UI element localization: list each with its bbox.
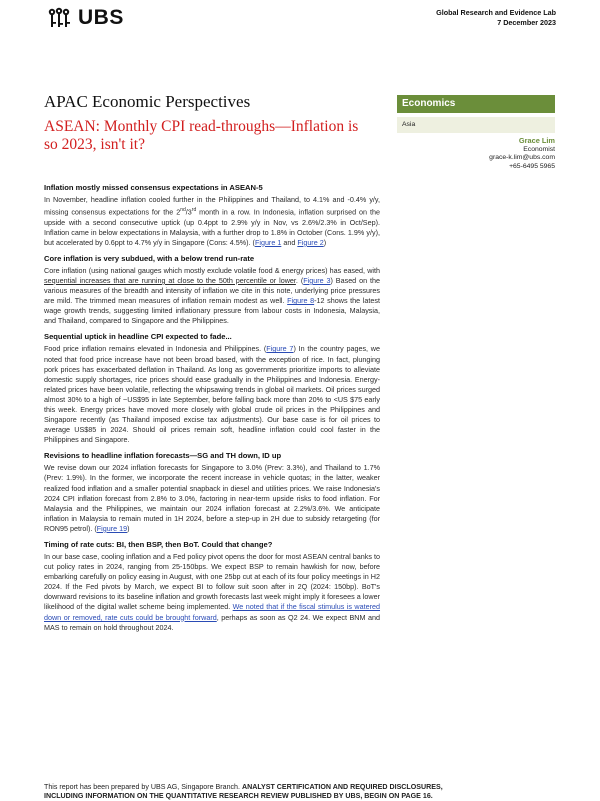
text-run: /3: [185, 207, 192, 217]
fiscal-stimulus-link[interactable]: We noted that if the fiscal stimulus is watered down or removed, rate cuts could be brought forward: [44, 602, 381, 622]
ubs-logo: [44, 6, 124, 30]
text-run: We revise down our 2024 inflation forecasts for Singapore to 3.0% (Prev: 3.3%), and Thailand to 1.7% (Prev: 1.9%). In the former, we incorporate the recent increase in vehicle quotas; in the latter, weaker realized food inflation and a smaller potential snapback in diesel and utilities prices. We raise Indonesia's 2024 CPI inflation forecast from 2.8% to 3.0%, factoring in near-term upside risks to food inflation. For Malaysia and the Philippines, we maintain our 2024 inflation forecast at 2.2%/3.6%. We anticipate inflation in Malaysia to remain muted in 1H 2024, before a step-up in 2H due to subsidy retargeting (for RON95 petrol). (: [44, 463, 380, 533]
section-heading: Inflation mostly missed consensus expectations in ASEAN-5: [44, 183, 263, 192]
superscript: rd: [191, 207, 197, 214]
figure-1-link[interactable]: Figure 1: [254, 237, 282, 247]
author-phone: +65-6495 5965: [509, 162, 555, 170]
footer-bold-text-2: INCLUDING INFORMATION ON THE QUANTITATIVE RESEARCH REVIEW PUBLISHED BY UBS, BEGIN ON PAGE 16.: [44, 792, 433, 800]
section-core-inflation: [44, 254, 380, 327]
text-run: ): [323, 237, 327, 247]
text-run: month in a row. In Indonesia, inflation surprised on the upside with a second consecutive uptick (up 0.4ppt to 2.9% y/y in Nov, vs 2.6%/2.3% in Oct/Sep). Inflation came in below expectations in Malaysia, with a further drop to 1.8% in October (Cons. 1.9% y/y), but accelerated by 0.6ppt to 4.7% y/y in Singapore (Cons: 4.5%). (: [44, 207, 380, 247]
disclosure-footer: [44, 783, 559, 801]
section-rate-cuts: [44, 540, 380, 633]
research-lab-label: Global Research and Evidence Lab: [436, 8, 556, 17]
section-heading: Sequential uptick in headline CPI expected to fade...: [44, 332, 232, 342]
text-run: ) Based on the various measures of the breadth and intensity of inflation we cite in this note, underlying price pressures are mild. The trimmed mean measures of inflation remain modest as well.: [44, 275, 380, 306]
author-block: [397, 137, 555, 171]
text-run: and: [281, 237, 298, 247]
text-run: Food price inflation remains elevated in Indonesia and Philippines. (: [44, 344, 267, 354]
text-run: In November, headline inflation cooled further in the Philippines and Thailand, to 4.1% and -0.4% y/y, missing consensus expectations for the 2: [44, 195, 380, 217]
figure-7-link[interactable]: Figure 7: [266, 344, 294, 354]
figure-8-link[interactable]: Figure 8: [287, 296, 315, 306]
text-run: In our base case, cooling inflation and a Fed policy pivot opens the door for most ASEAN central banks to cut policy rates in 2024, ranging from 25-150bps. We expect BSP to remain hawkish for now, before embarking carefully on policy easing in August, with one 25bp cut at each of its four policy meetings in H2 2024. If the Fed pivots by March, we expect BI to follow suit soon after in 2Q (2024: 150bp). BoT's downward revisions to its baseline inflation and growth forecasts last week might imply it foresees a lower likelihood of the digital wallet scheme being implemented.: [44, 552, 380, 612]
report-header: [436, 8, 556, 28]
footer-text: This report has been prepared by UBS AG, Singapore Branch.: [44, 783, 242, 791]
superscript: nd: [180, 207, 186, 214]
section-sequential-uptick: [44, 332, 380, 445]
section-paragraph: [44, 344, 380, 445]
figure-2-link[interactable]: Figure 2: [297, 237, 324, 247]
text-run: , perhaps as soon as Q2 24. We expect BNM and MAS to remain on hold throughout 2024.: [44, 612, 380, 632]
brand-name: UBS: [78, 6, 124, 29]
page-title: APAC Economic Perspectives: [44, 92, 251, 111]
section-heading: Core inflation is very subdued, with a below trend run-rate: [44, 253, 255, 263]
section-paragraph: [44, 195, 380, 248]
category-label: Economics: [397, 95, 555, 113]
text-run: Core inflation (using national gauges which mostly exclude volatile food & energy prices) has eased, with: [44, 265, 380, 275]
author-role: Economist: [523, 145, 555, 153]
author-name: Grace Lim: [518, 136, 555, 145]
sidebar: [397, 95, 555, 171]
footer-bold-text: ANALYST CERTIFICATION AND REQUIRED DISCLOSURES,: [241, 783, 443, 791]
section-forecast-revisions: [44, 451, 380, 534]
author-email[interactable]: grace-k.lim@ubs.com: [489, 154, 555, 162]
report-body: [44, 183, 380, 639]
section-paragraph: [44, 266, 380, 327]
text-run: -12 shows the latest wage growth trends, suggesting limited inflationary pressure from labour costs in Indonesia, Malaysia, and Thailand, compared to Singapore and the Philippines.: [44, 296, 380, 326]
text-run: ) In the country pages, we noted that food price increase have not been broad based, with the exception of rice. In fact, plunging pork prices has exacerbated deflation in Thailand. As long as governments prioritize imports to alleviate domestic supply shortages, rice prices should ease gradually in the Philippines and Indonesia. Energy-related prices have been volatile, reflecting the whipsawing trends in global oil markets. Oil prices surged almost 30% to a high of ~US$95 in late September, before falling back more than 20% to <US $75 early this week. Energy prices have moved more closely with global crude oil prices in the Philippines and Singapore recently (as Thailand imposed excise tax adjustments). Our base case is for oil prices to average US$85 in 2024. Should oil prices remain soft, headline inflation could cool faster in the Philippines and Singapore.: [44, 344, 380, 445]
region-label: Asia: [397, 117, 555, 133]
page-subtitle: ASEAN: Monthly CPI read-throughs—Inflation is so 2023, isn't it?: [44, 118, 359, 153]
section-paragraph: [44, 463, 380, 534]
section-heading: Timing of rate cuts: BI, then BSP, then BoT. Could that change?: [44, 540, 273, 550]
figure-3-link[interactable]: Figure 3: [303, 275, 331, 285]
figure-19-link[interactable]: Figure 19: [96, 523, 128, 533]
text-run: ): [127, 523, 130, 533]
ubs-keys-icon: [44, 7, 74, 29]
underlined-text: sequential increases that are running at close to the 50th percentile or lower: [44, 275, 296, 285]
report-date: 7 December 2023: [497, 18, 556, 27]
section-heading: Revisions to headline inflation forecasts—SG and TH down, ID up: [44, 451, 282, 461]
section-paragraph: [44, 552, 380, 633]
text-run: . (: [295, 275, 304, 285]
section-inflation-missed: [44, 183, 380, 248]
